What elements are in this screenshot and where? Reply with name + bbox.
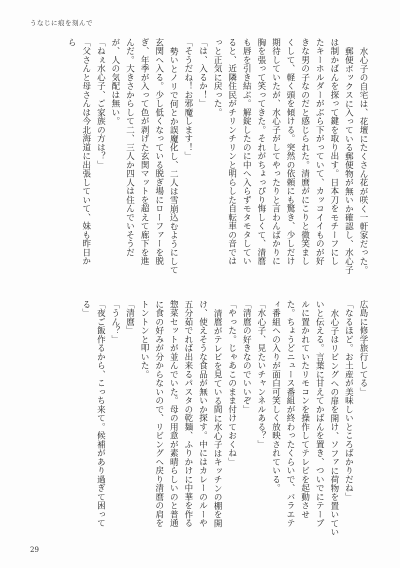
dialogue-line: 「なるほど。お土産が美味しいところばかりだね」 — [343, 300, 354, 502]
paragraph: 水心子の自宅は、花壇にたくさん花が咲く一軒家だった。 — [358, 46, 368, 274]
dialogue-line: 「夜ご飯作るから、こっち来て。候補があり過ぎて困ってる」 — [80, 300, 106, 528]
running-head: うなじに痕を刻んで — [30, 19, 93, 27]
dialogue-line: 「ねぇ水心子、ご家族の方は？」 — [95, 38, 106, 170]
text-block-top — [30, 38, 370, 274]
paragraph: 水心子はリビングへの扉を開け、ソファに荷物を置いていいと伝える。言葉に甘えてかばんを置き、ついでにテーブルに置かれていたリモコンを操作してテレビを起動させた。ちょうどニュース番組が終わったくらいで、バラエティ番組への入りが面白可笑しく放映されている。 — [270, 300, 339, 536]
text-block-bottom — [30, 300, 370, 536]
dialogue-line: 「水心子、見たいチャンネルある？」 — [255, 300, 266, 449]
paragraph-continuation: 広島に修学旅行してる」 — [358, 300, 368, 397]
paragraph: 清麿がテレビを見ている間に水心子はキッチンの棚を開け、使えそうな食品が無いか探す。中にはカレーのルーや五分茹でれば出来るパスタの乾麺、ふりかけに中華を作る惣菜セットが並んでいた。母の用意が素晴らしいのと普通に食の好みが分からないので、リビングへ戻り清麿の肩をトントンと叩いた。 — [139, 300, 223, 528]
page-number: 29 — [30, 546, 39, 554]
dialogue-line: 「うん？」 — [109, 300, 120, 344]
dialogue-line: 「清麿の好きなのでいいぞ」 — [241, 300, 252, 414]
dialogue-line: 「そうだね！お邪魔します！」 — [182, 38, 193, 161]
paragraph: 勢いとノリで何とか誤魔化し、二人は雪崩込むようにして玄関へ入る。少し低くなっている脱ぎ場にローファーを脱ぎ、年季が入って色が剥げた玄関マットを超えて廊下を進んだ。大きさからして二、三人か四人は住んでいそうだが、人の気配は無い。 — [109, 38, 179, 274]
dialogue-line: 「は、入るか！」 — [197, 38, 208, 108]
dialogue-line: 「父さんと母さんは今北海道に出張していて、妹も昨日から — [66, 38, 91, 266]
paragraph: 郵便ボックスに入っている郵便物が無いか確認し、水心子は制かばんを探って鍵を取り出す。日本刀をモチーフにしたキーホルダーがぶら下がっていて、カッコイイものが好きな男の子なのだと感じられた。清麿がにこりと微笑ましくして、軽く頭を傾ける。突然の依頼にも驚き、少しだけ期待していたが、水心子がしてやったりと言わんばかりに胸を張って笑ってきた。それがちょっぴり悔しくて、清麿も唇を引き結ぶ。解錠したのに中へ入らずモタモタしていると、近隣住民がチリンチリンと明らした自転車の音ではっと正気に戻った。 — [212, 38, 354, 274]
dialogue-line: 「やった。じゃあこのまま付けておくね」 — [226, 300, 237, 467]
dialogue-line: 「清麿」 — [124, 300, 135, 335]
